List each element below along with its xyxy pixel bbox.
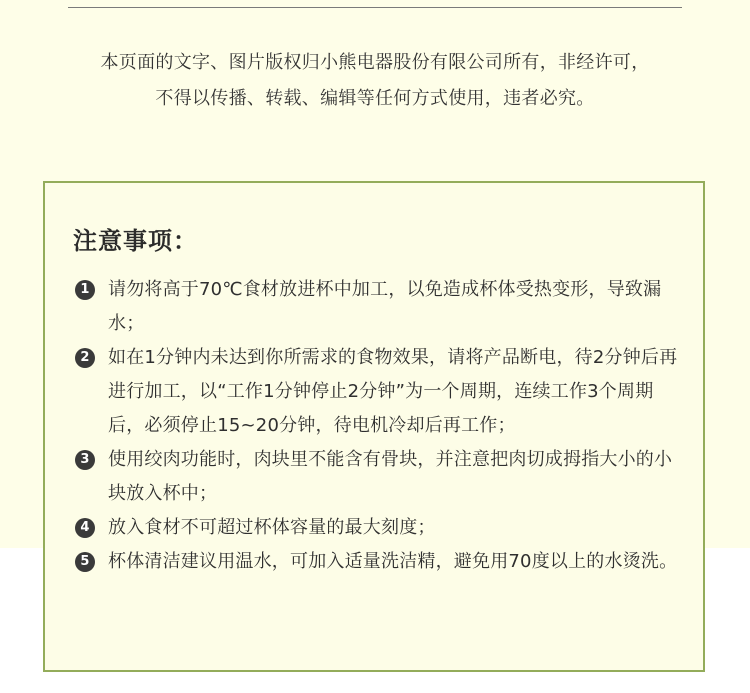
number-1-icon: 1 <box>75 280 95 300</box>
precaution-item-2 <box>75 341 685 443</box>
precaution-item-3 <box>75 443 685 511</box>
precautions-title: 注意事项： <box>73 227 198 255</box>
precaution-text: 杯体清洁建议用温水，可加入适量洗洁精，避免用70度以上的水烫洗。 <box>108 551 678 572</box>
precaution-item-4 <box>75 511 685 545</box>
precaution-text: 使用绞肉功能时，肉块里不能含有骨块，并注意把肉切成拇指大小的小块放入杯中； <box>108 449 673 504</box>
copyright-notice <box>0 45 750 117</box>
precaution-text: 如在1分钟内未达到你所需求的食物效果，请将产品断电，待2分钟后再进行加工，以“工作1分钟停止2分钟”为一个周期，连续工作3个周期后，必须停止15~20分钟，待电机冷却后再工作； <box>108 347 678 436</box>
top-divider <box>68 7 682 8</box>
number-5-icon: 5 <box>75 552 95 572</box>
precautions-list <box>75 273 685 579</box>
precaution-text: 放入食材不可超过杯体容量的最大刻度； <box>108 517 436 538</box>
copyright-line-1: 本页面的文字、图片版权归小熊电器股份有限公司所有，非经许可， <box>100 52 650 73</box>
precaution-text: 请勿将高于70℃食材放进杯中加工，以免造成杯体受热变形，导致漏水； <box>108 279 662 334</box>
copyright-line-2: 不得以传播、转载、编辑等任何方式使用，违者必究。 <box>155 88 595 109</box>
precautions-box <box>43 181 705 672</box>
number-2-icon: 2 <box>75 348 95 368</box>
number-3-icon: 3 <box>75 450 95 470</box>
precaution-item-1 <box>75 273 685 341</box>
precaution-item-5 <box>75 545 685 579</box>
number-4-icon: 4 <box>75 518 95 538</box>
